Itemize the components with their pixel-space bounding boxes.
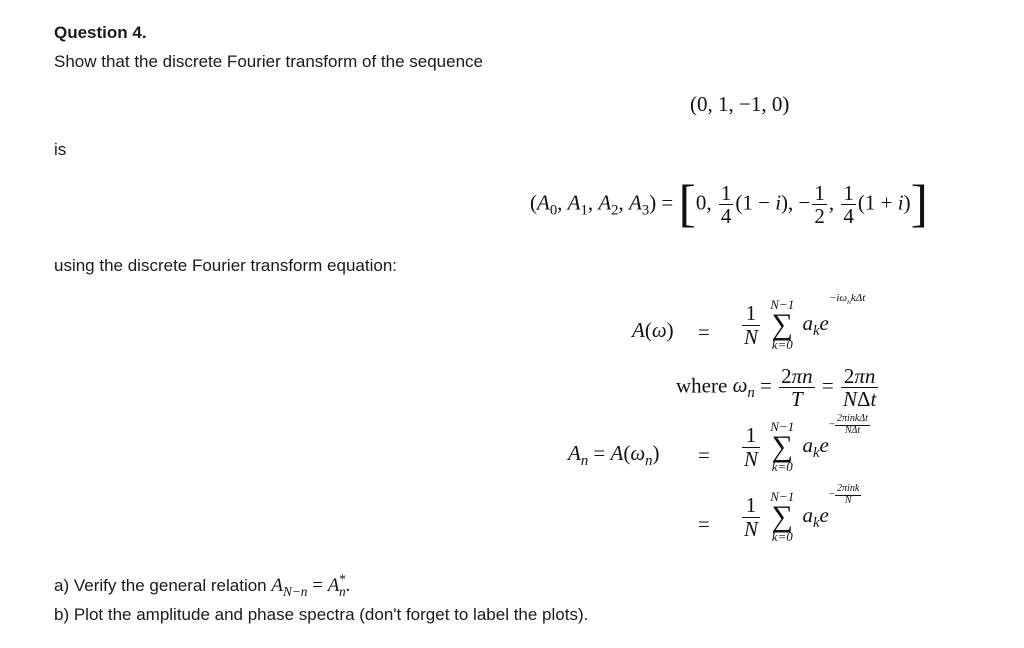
a-omega-rhs: $\frac{1}{N}$ N−1 ∑ k=0 $a_ke-i\omega_nk\Delta t$ <box>744 292 866 352</box>
omega-n-definition: where $\omega_n$ = $\frac{2\pi n}{T}$ = $\frac{2\pi n}{\text{NΔt}}$ <box>676 364 877 412</box>
part-a-label: a) Verify the general relation <box>54 576 267 595</box>
a-omega-lhs: A(ω) <box>632 318 674 342</box>
a-n-lhs: $A_n = A(\omega_n)$ <box>568 441 660 470</box>
a-n-rhs-1: $\frac{1}{N}$ N−1 ∑ k=0 $a_ke-$ $\frac{\text{2πinkΔt}}{\text{NΔt}}$ <box>744 413 868 474</box>
question-heading: Question 4. <box>54 23 147 42</box>
where-word: where <box>676 373 728 398</box>
equals-sign-1: = <box>698 320 710 344</box>
equals-sign-3: = <box>698 512 710 536</box>
sequence-equation: (0, 1, −1, 0) <box>690 92 790 116</box>
intro-text: Show that the discrete Fourier transform of the sequence <box>54 52 484 71</box>
part-a-text <box>54 571 351 599</box>
part-a-relation: $A_{N-n} = A^*_n$. <box>271 571 351 599</box>
equals-sign-2: = <box>698 443 710 467</box>
a-n-rhs-2: $\frac{1}{N}$ N−1 ∑ k=0 $a_ke-$ $\frac{\text{2πink}}{N}$ <box>744 483 860 544</box>
using-text: using the discrete Fourier transform equation: <box>54 256 398 275</box>
dft-result-equation: ($A_0$, $A_1$, $A_2$, $A_3) = [0$, $\frac{1}{4}$ (1 − i), − $\frac{1}{2}$ , $\frac{1}{4}$ (1 + i)] <box>530 175 928 233</box>
is-text: is <box>54 140 67 159</box>
part-b-text: b) Plot the amplitude and phase spectra (don't forget to label the plots). <box>54 605 589 624</box>
